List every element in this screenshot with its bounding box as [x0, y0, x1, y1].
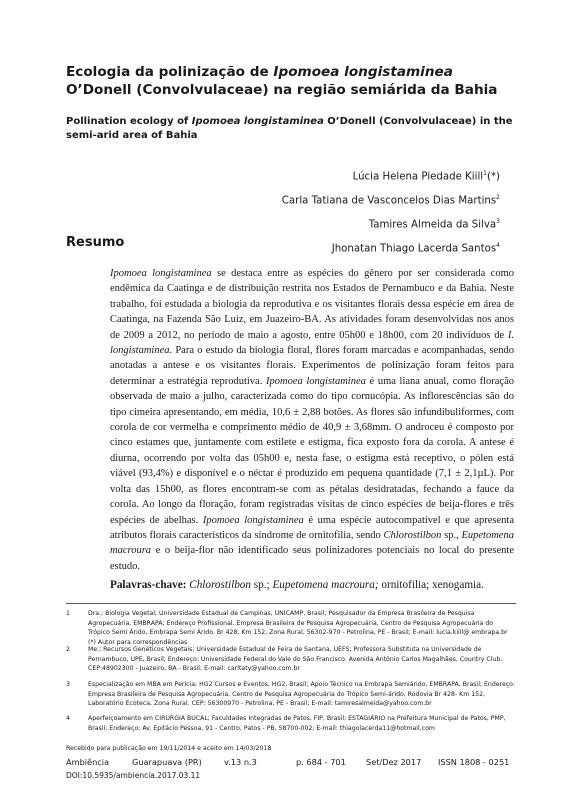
footer-pages: p. 684 - 701 [296, 757, 346, 767]
abstract-body: Ipomoea longistaminea se destaca entre as espécies do gênero por ser considerada como endêmica da Caatinga e de distribuição restrita nos Estados de Pernambuco e da Bahia. Neste trabalho, foi estudada a biologia da reprodutiva e os visitantes florais dessa espécie em área de Caatinga, na Fazenda São Luiz, em Juazeiro-BA. As atividades foram desenvolvidas nos anos de 2009 a 2012, no período de maio a agosto, entre 05h00 e 18h00, com 20 indivíduos de I. longistaminea. Para o estudo da biologia floral, flores foram marcadas e acompanhadas, sendo anotadas a antese e os visitantes florais. Experimentos de polinização foram feitos para determinar a estratégia reprodutiva. Ipomoea longistaminea é uma liana anual, como floração observada de maio a julho, caracterizada como do tipo cornucópia. As inflorescências são do tipo cimeira apresentando, em média, 10,6 ± 2,88 botões. As flores são infundibuliformes, com corola de cor vermelha e comprimento médio de 40,9 ± 3,68mm. O androceu é composto por cinco estames que, juntamente com estilete e estigma, fica exposto fora da corola. A antese é diurna, ocorrendo por volta das 05h00 e, nesta fase, o estigma está receptivo, o pólen está viável (93,4%) e disponível e o néctar é produzido em pequena quantidade (7,1 ± 2,1µL). Por volta das 15h00, as flores encontram-se com as pétalas desidratadas, fechando a fauce da corola. Ao longo da floração, foram registradas visitas de cinco espécies de beija-flores e três espécies de abelhas. Ipomoea longistaminea é uma espécie autocompatível e que apresenta atributos florais característicos da síndrome de ornitofilia, sendo Chlorostilbon sp., Eupetomena macroura e o beija-flor não identificado seus polinizadores potenciais no local do presente estudo. [110, 268, 514, 572]
author: Carla Tatiana de Vasconcelos Dias Martins$^2$ [281, 193, 500, 207]
subtitle-text-end: O’Donell (Convolvulaceae) in the semi-arid area of Bahia [66, 116, 513, 141]
subtitle-species: Ipomoea longistaminea [191, 116, 324, 127]
section-heading-resumo: Resumo [66, 235, 125, 250]
footer-doi: DOI:10.5935/ambiencia.2017.03.11 [66, 771, 201, 780]
footer-issn: ISSN 1808 - 0251 [438, 757, 510, 767]
footer-city: Guarapuava (PR) [132, 757, 202, 767]
title-text-end: O’Donell (Convolvulaceae) na região semiárida da Bahia [66, 82, 498, 98]
footnote: 2 Me.; Recursos Genéticos Vegetais; Universidade Estadual de Feira de Santana, UEFS; Professora Substituta na Universidade de Pernambuco, UPE, Brasil; Endereço: Universidade Federal do Vale do São Francisco. Avenida Antônio Carlos Magalhães, Country Club. CEP:48902300 - Juazeiro, BA - Brasil; E-mail: carltaty@yahoo.com.br [66, 646, 503, 672]
author: Tamires Almeida da Silva$^3$ [368, 217, 500, 231]
author: Jhonatan Thiago Lacerda Santos$^4$ [331, 241, 500, 255]
footnote-divider [66, 603, 516, 604]
title-text: Ecologia da polinização de [66, 64, 274, 80]
received-date: Recebido para publicação em 19/11/2014 e aceito em 14/03/2018 [66, 745, 272, 752]
footnote: 4 Aperfeiçoamento em CIRURGIA BUCAL; Faculdades Integradas de Patos, FIP, Brasil; ESTAGIÁRIO na Prefeitura Municipal de Patos, PMP, Brasil; Endereço: Av. Epitácio Pessoa, 91 - Centro, Patos - PB, 58700-002; E-mail: thiagolacerda11@hotmail.com [66, 715, 506, 732]
keywords: Palavras-chave: Chlorostilbon sp.; Eupetomena macroura; ornitofilia; xenogamia. [110, 579, 484, 591]
footnote: 3 Especialização em MBA em Perícia; HG2 Cursos e Eventos, HG2, Brasil; Apoio Técnico na Embrapa Semiárido, EMBRAPA, Brasil; Endereço: Empresa Brasileira de Pesquisa Agropecuária, Centro de Pesquisa Agropecuária do Trópico Semi-árido, Rodovia Br 428- Km 152, Laboratório Ecoteca, Zona Rural. CEP: 56300970 - Petrolina, PE - Brasil; E-mail: tamiresalmeida@yahoo.com.br [66, 681, 516, 707]
footer-date: Set/Dez 2017 [366, 757, 422, 767]
author-list [282, 164, 500, 260]
footer-journal: Ambiência [66, 757, 110, 767]
keywords-label: Palavras-chave: [110, 579, 187, 591]
footer-volume: v.13 n.3 [224, 757, 257, 767]
article-title [66, 63, 514, 99]
title-species: Ipomoea longistaminea [273, 64, 453, 80]
author: Lúcia Helena Piedade Kiill$^1$(*) [352, 170, 500, 183]
footnote: 1 Dra.; Biologia Vegetal; Universidade Estadual de Campinas, UNICAMP, Brasil; Pesquisador da Empresa Brasileira de Pesquisa Agropecuária, EMBRAPA; Endereço Profissional. Empresa Brasileira de Pesquisa Agropecuária, Centro de Pesquisa Agropecuária do Trópico Semi Árido, Embrapa Semi Árido. Br 428, Km 152, Zona Rural, 56302-970 - Petrolina, PE - Brasil; E-mail: lucia.kiill@ embrapa.br (*) Autor para correspondências [66, 610, 508, 646]
article-subtitle [66, 115, 514, 143]
subtitle-text: Pollination ecology of [66, 116, 192, 127]
